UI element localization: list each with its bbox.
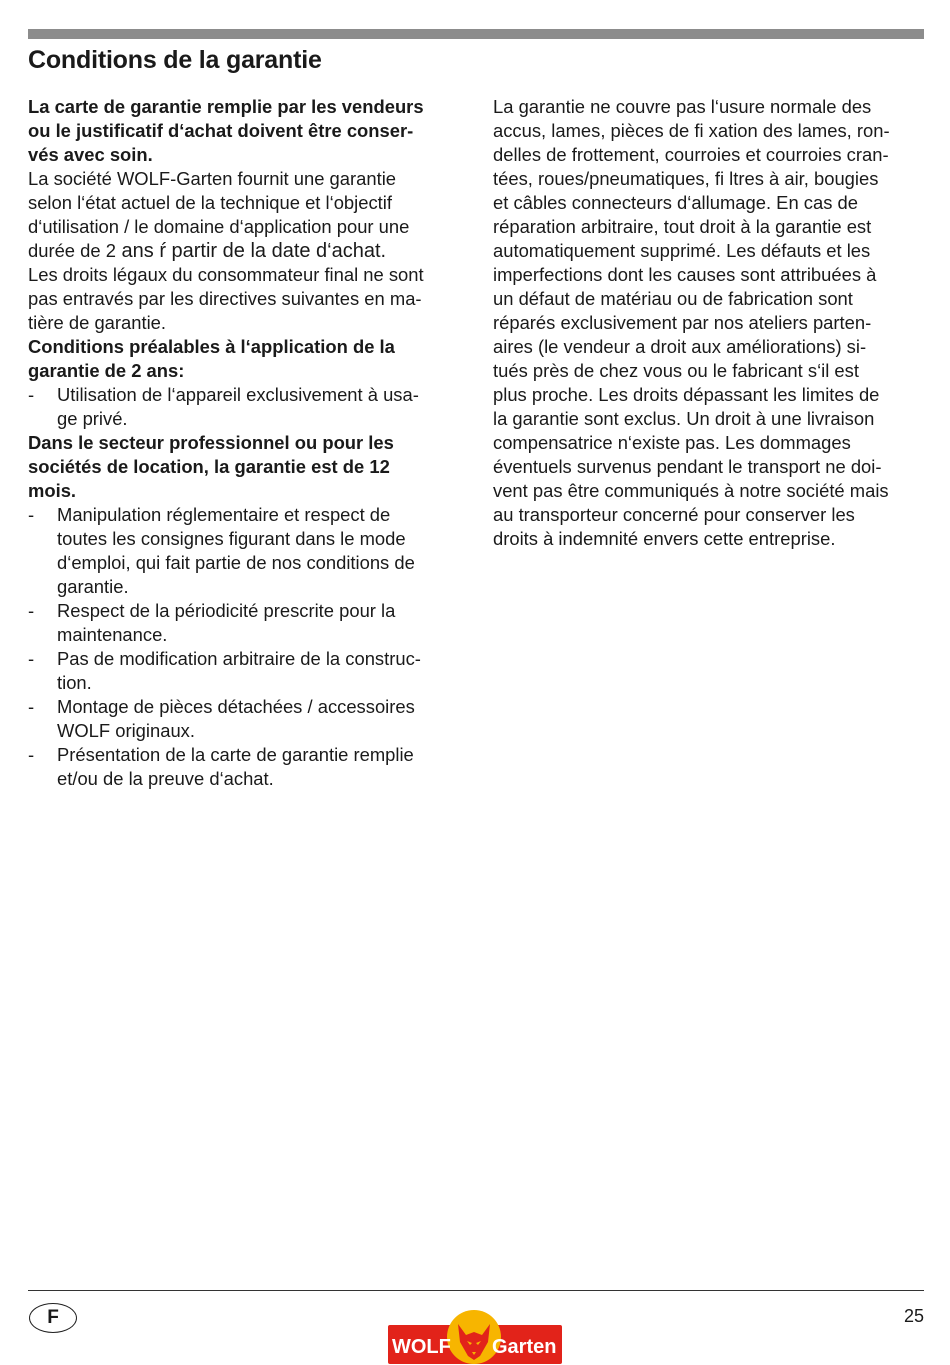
text-line: vés avec soin. <box>28 144 153 165</box>
list-dash: - <box>28 648 35 669</box>
professional-paragraph <box>28 431 460 503</box>
text-line: tées, roues/pneumatiques, fi ltres à air, bougies <box>493 168 879 189</box>
page-title: Conditions de la garantie <box>28 46 322 74</box>
text-line: tion. <box>57 672 92 693</box>
list-item <box>28 503 460 599</box>
list-item <box>28 695 460 743</box>
list-item <box>28 599 460 647</box>
text-line: La société WOLF-Garten fournit une garantie <box>28 168 397 189</box>
logo-word-wolf: WOLF <box>392 1336 451 1358</box>
intro-paragraph <box>28 167 460 263</box>
right-column <box>493 95 925 551</box>
intro-bold-paragraph <box>28 95 460 167</box>
text-line: et/ou de la preuve d‘achat. <box>57 768 274 789</box>
text-line: La carte de garantie remplie par les vendeurs <box>28 96 424 117</box>
text-line: imperfections dont les causes sont attribuées à <box>493 264 877 285</box>
text-line: compensatrice n‘existe pas. Les dommages <box>493 432 851 453</box>
text-line: vent pas être communiqués à notre société mais <box>493 480 889 501</box>
wolf-garten-logo <box>388 1308 562 1364</box>
header-bar <box>28 29 924 39</box>
text-line: Les droits légaux du consommateur final ne sont <box>28 264 424 285</box>
text-line: mois. <box>28 480 77 501</box>
text-line: d‘emploi, qui fait partie de nos conditions de <box>57 552 415 573</box>
text-line: delles de frottement, courroies et courroies cran- <box>493 144 889 165</box>
list-dash: - <box>28 504 35 525</box>
text-line: ou le justificatif d‘achat doivent être conser- <box>28 120 414 141</box>
text-line: Utilisation de l‘appareil exclusivement à usa- <box>57 384 419 405</box>
text-line: selon l‘état actuel de la technique et l‘objectif <box>28 192 392 213</box>
page-number: 25 <box>903 1306 924 1326</box>
text-line: sociétés de location, la garantie est de 12 <box>28 456 390 477</box>
language-badge: F <box>29 1303 77 1333</box>
text-line: ge privé. <box>57 408 128 429</box>
list-item <box>28 383 460 431</box>
text-line: pas entravés par les directives suivantes en ma- <box>28 288 422 309</box>
text-line: droits à indemnité envers cette entreprise. <box>493 528 836 549</box>
text-line: d‘utilisation / le domaine d‘application pour une <box>28 216 410 237</box>
text-line: réparés exclusivement par nos ateliers parten- <box>493 312 872 333</box>
footer-rule <box>28 1290 924 1291</box>
list-item <box>28 647 460 695</box>
list-dash: - <box>28 744 35 765</box>
text-line: Respect de la périodicité prescrite pour la <box>57 600 396 621</box>
list-item <box>28 743 460 791</box>
list-dash: - <box>28 600 35 621</box>
text-line: Pas de modification arbitraire de la construc- <box>57 648 421 669</box>
text-line: un défaut de matériau ou de fabrication sont <box>493 288 853 309</box>
text-line: La garantie ne couvre pas l‘usure normale des <box>493 96 872 117</box>
duration-line <box>28 239 460 263</box>
left-column <box>28 95 460 791</box>
duration-suffix: ans ŕ partir de la date d‘achat. <box>115 240 387 262</box>
text-line: accus, lames, pièces de fi xation des lames, ron- <box>493 120 890 141</box>
text-line: automatiquement supprimé. Les défauts et les <box>493 240 871 261</box>
text-line: plus proche. Les droits dépassant les limites de <box>493 384 880 405</box>
text-line: garantie. <box>57 576 129 597</box>
text-line: réparation arbitraire, tout droit à la garantie est <box>493 216 872 237</box>
duration-prefix: durée de 2 <box>28 240 116 261</box>
text-line: toutes les consignes figurant dans le mode <box>57 528 406 549</box>
text-line: Montage de pièces détachées / accessoires <box>57 696 415 717</box>
text-line: tués près de chez vous ou le fabricant s‘il est <box>493 360 859 381</box>
text-line: éventuels survenus pendant le transport ne doi- <box>493 456 882 477</box>
list-dash: - <box>28 696 35 717</box>
text-line: Présentation de la carte de garantie remplie <box>57 744 414 765</box>
text-line: maintenance. <box>57 624 168 645</box>
list-dash: - <box>28 384 35 405</box>
text-line: aires (le vendeur a droit aux améliorations) si- <box>493 336 867 357</box>
rights-paragraph <box>28 263 460 335</box>
text-line: et câbles connecteurs d‘allumage. En cas de <box>493 192 858 213</box>
logo-word-garten: Garten <box>492 1336 557 1358</box>
prerequisites-heading <box>28 335 460 383</box>
text-line: la garantie sont exclus. Un droit à une livraison <box>493 408 875 429</box>
text-line: au transporteur concerné pour conserver les <box>493 504 855 525</box>
text-line: garantie de 2 ans: <box>28 360 185 381</box>
text-line: WOLF originaux. <box>57 720 195 741</box>
text-line: Manipulation réglementaire et respect de <box>57 504 391 525</box>
text-line: Dans le secteur professionnel ou pour les <box>28 432 394 453</box>
text-line: Conditions préalables à l‘application de la <box>28 336 395 357</box>
text-line: tière de garantie. <box>28 312 167 333</box>
